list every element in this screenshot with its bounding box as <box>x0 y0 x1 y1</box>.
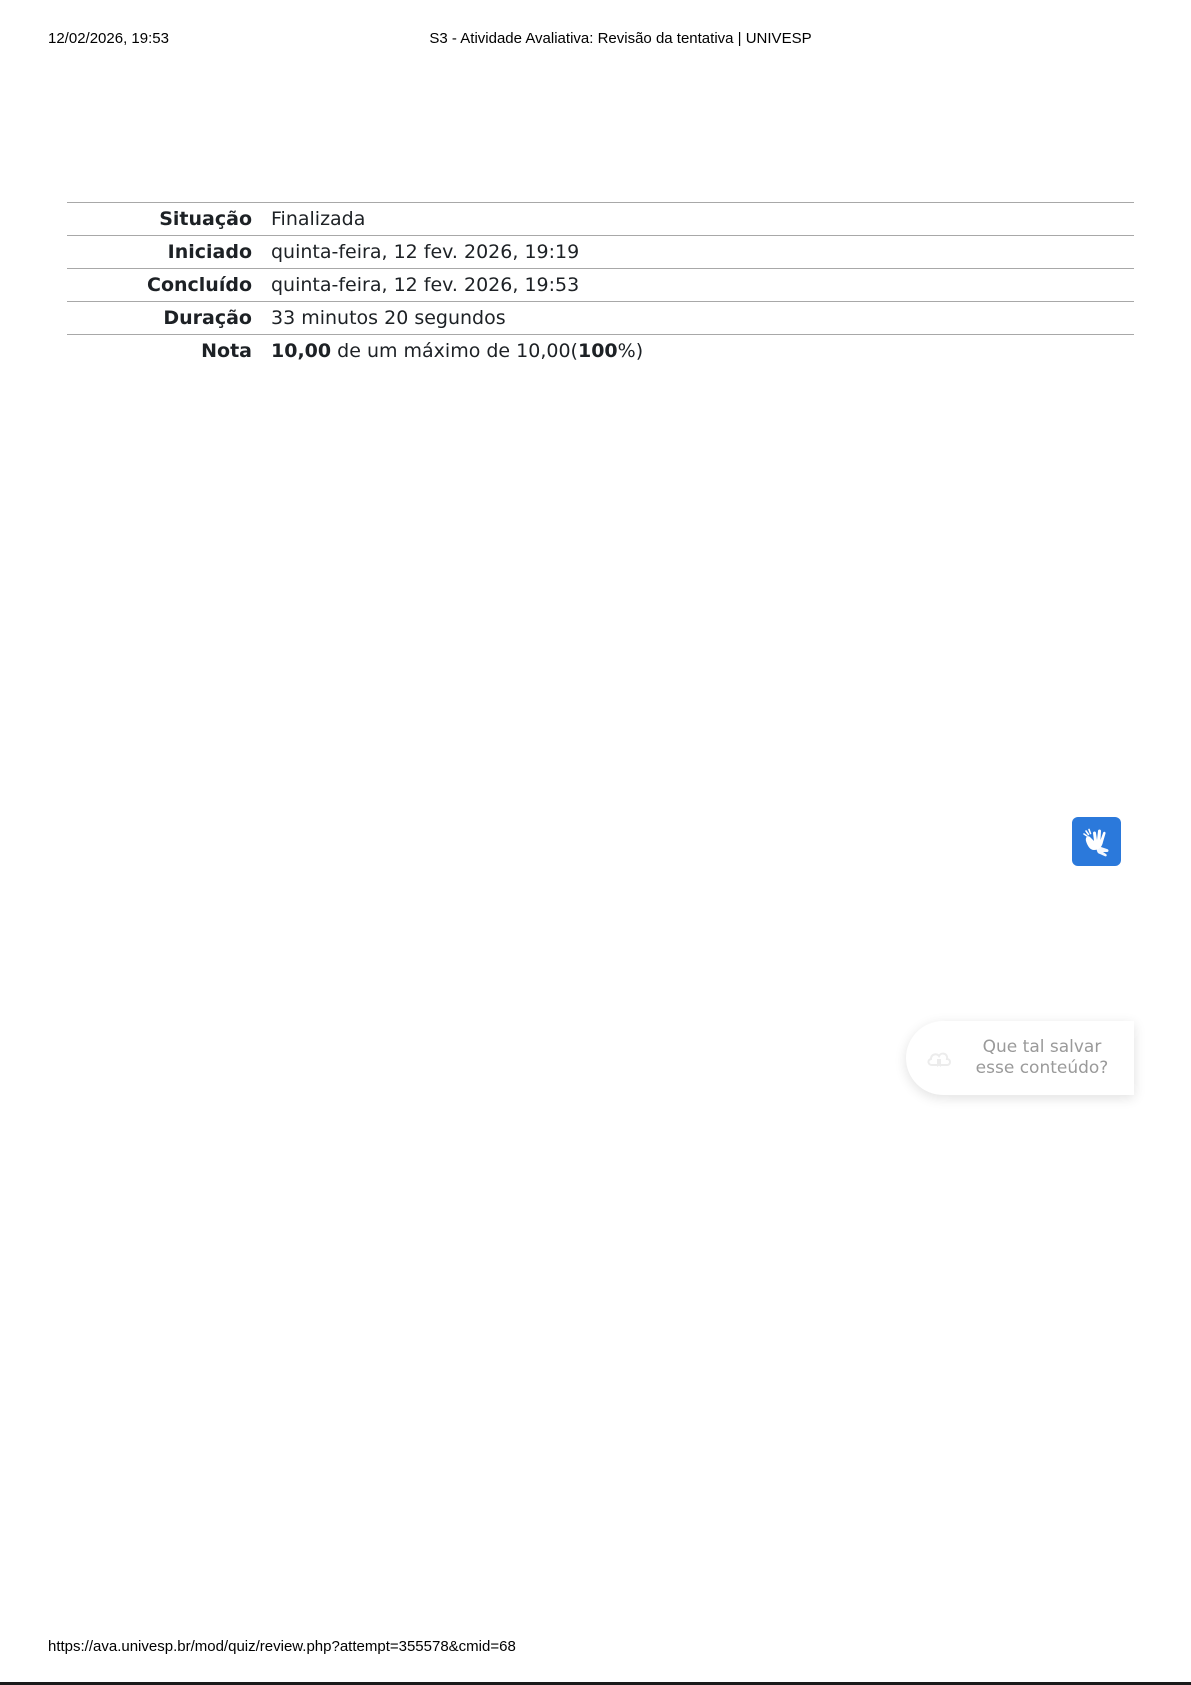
summary-value-grade <box>262 335 1134 368</box>
save-content-line-2: esse conteúdo? <box>975 1058 1109 1078</box>
quiz-attempt-summary-table <box>67 202 1134 368</box>
summary-label-status: Situação <box>159 208 252 230</box>
save-content-widget[interactable] <box>906 1021 1134 1095</box>
summary-row-grade <box>67 335 1134 368</box>
summary-value-duration: 33 minutos 20 segundos <box>271 307 506 329</box>
summary-label-grade: Nota <box>201 340 252 363</box>
save-content-line-1: Que tal salvar <box>982 1037 1102 1057</box>
summary-row-duration <box>67 302 1134 335</box>
summary-label-duration: Duração <box>163 307 252 329</box>
save-content-prompt <box>958 1037 1126 1079</box>
summary-value-started: quinta-feira, 12 fev. 2026, 19:19 <box>271 241 580 263</box>
grade-percent-suffix: %) <box>617 340 644 363</box>
sign-language-accessibility-button[interactable] <box>1072 817 1121 866</box>
print-page-url: https://ava.univesp.br/mod/quiz/review.php?attempt=355578&cmid=68 <box>48 1638 516 1655</box>
sign-language-hands-icon <box>1080 825 1114 859</box>
summary-label-started: Iniciado <box>167 241 252 263</box>
summary-value-status: Finalizada <box>271 208 366 230</box>
bookmark-cloud-icon <box>924 1043 954 1073</box>
grade-score: 10,00 <box>271 340 332 363</box>
summary-row-completed <box>67 269 1134 302</box>
grade-percent: 100 <box>577 340 618 363</box>
summary-label-completed: Concluído <box>147 274 252 296</box>
print-page-title: S3 - Atividade Avaliativa: Revisão da tentativa | UNIVESP <box>429 30 812 47</box>
grade-max-text: de um máximo de 10,00( <box>331 340 578 363</box>
summary-value-completed: quinta-feira, 12 fev. 2026, 19:53 <box>271 274 580 296</box>
summary-row-status <box>67 203 1134 236</box>
summary-row-started <box>67 236 1134 269</box>
print-datetime: 12/02/2026, 19:53 <box>48 30 169 47</box>
